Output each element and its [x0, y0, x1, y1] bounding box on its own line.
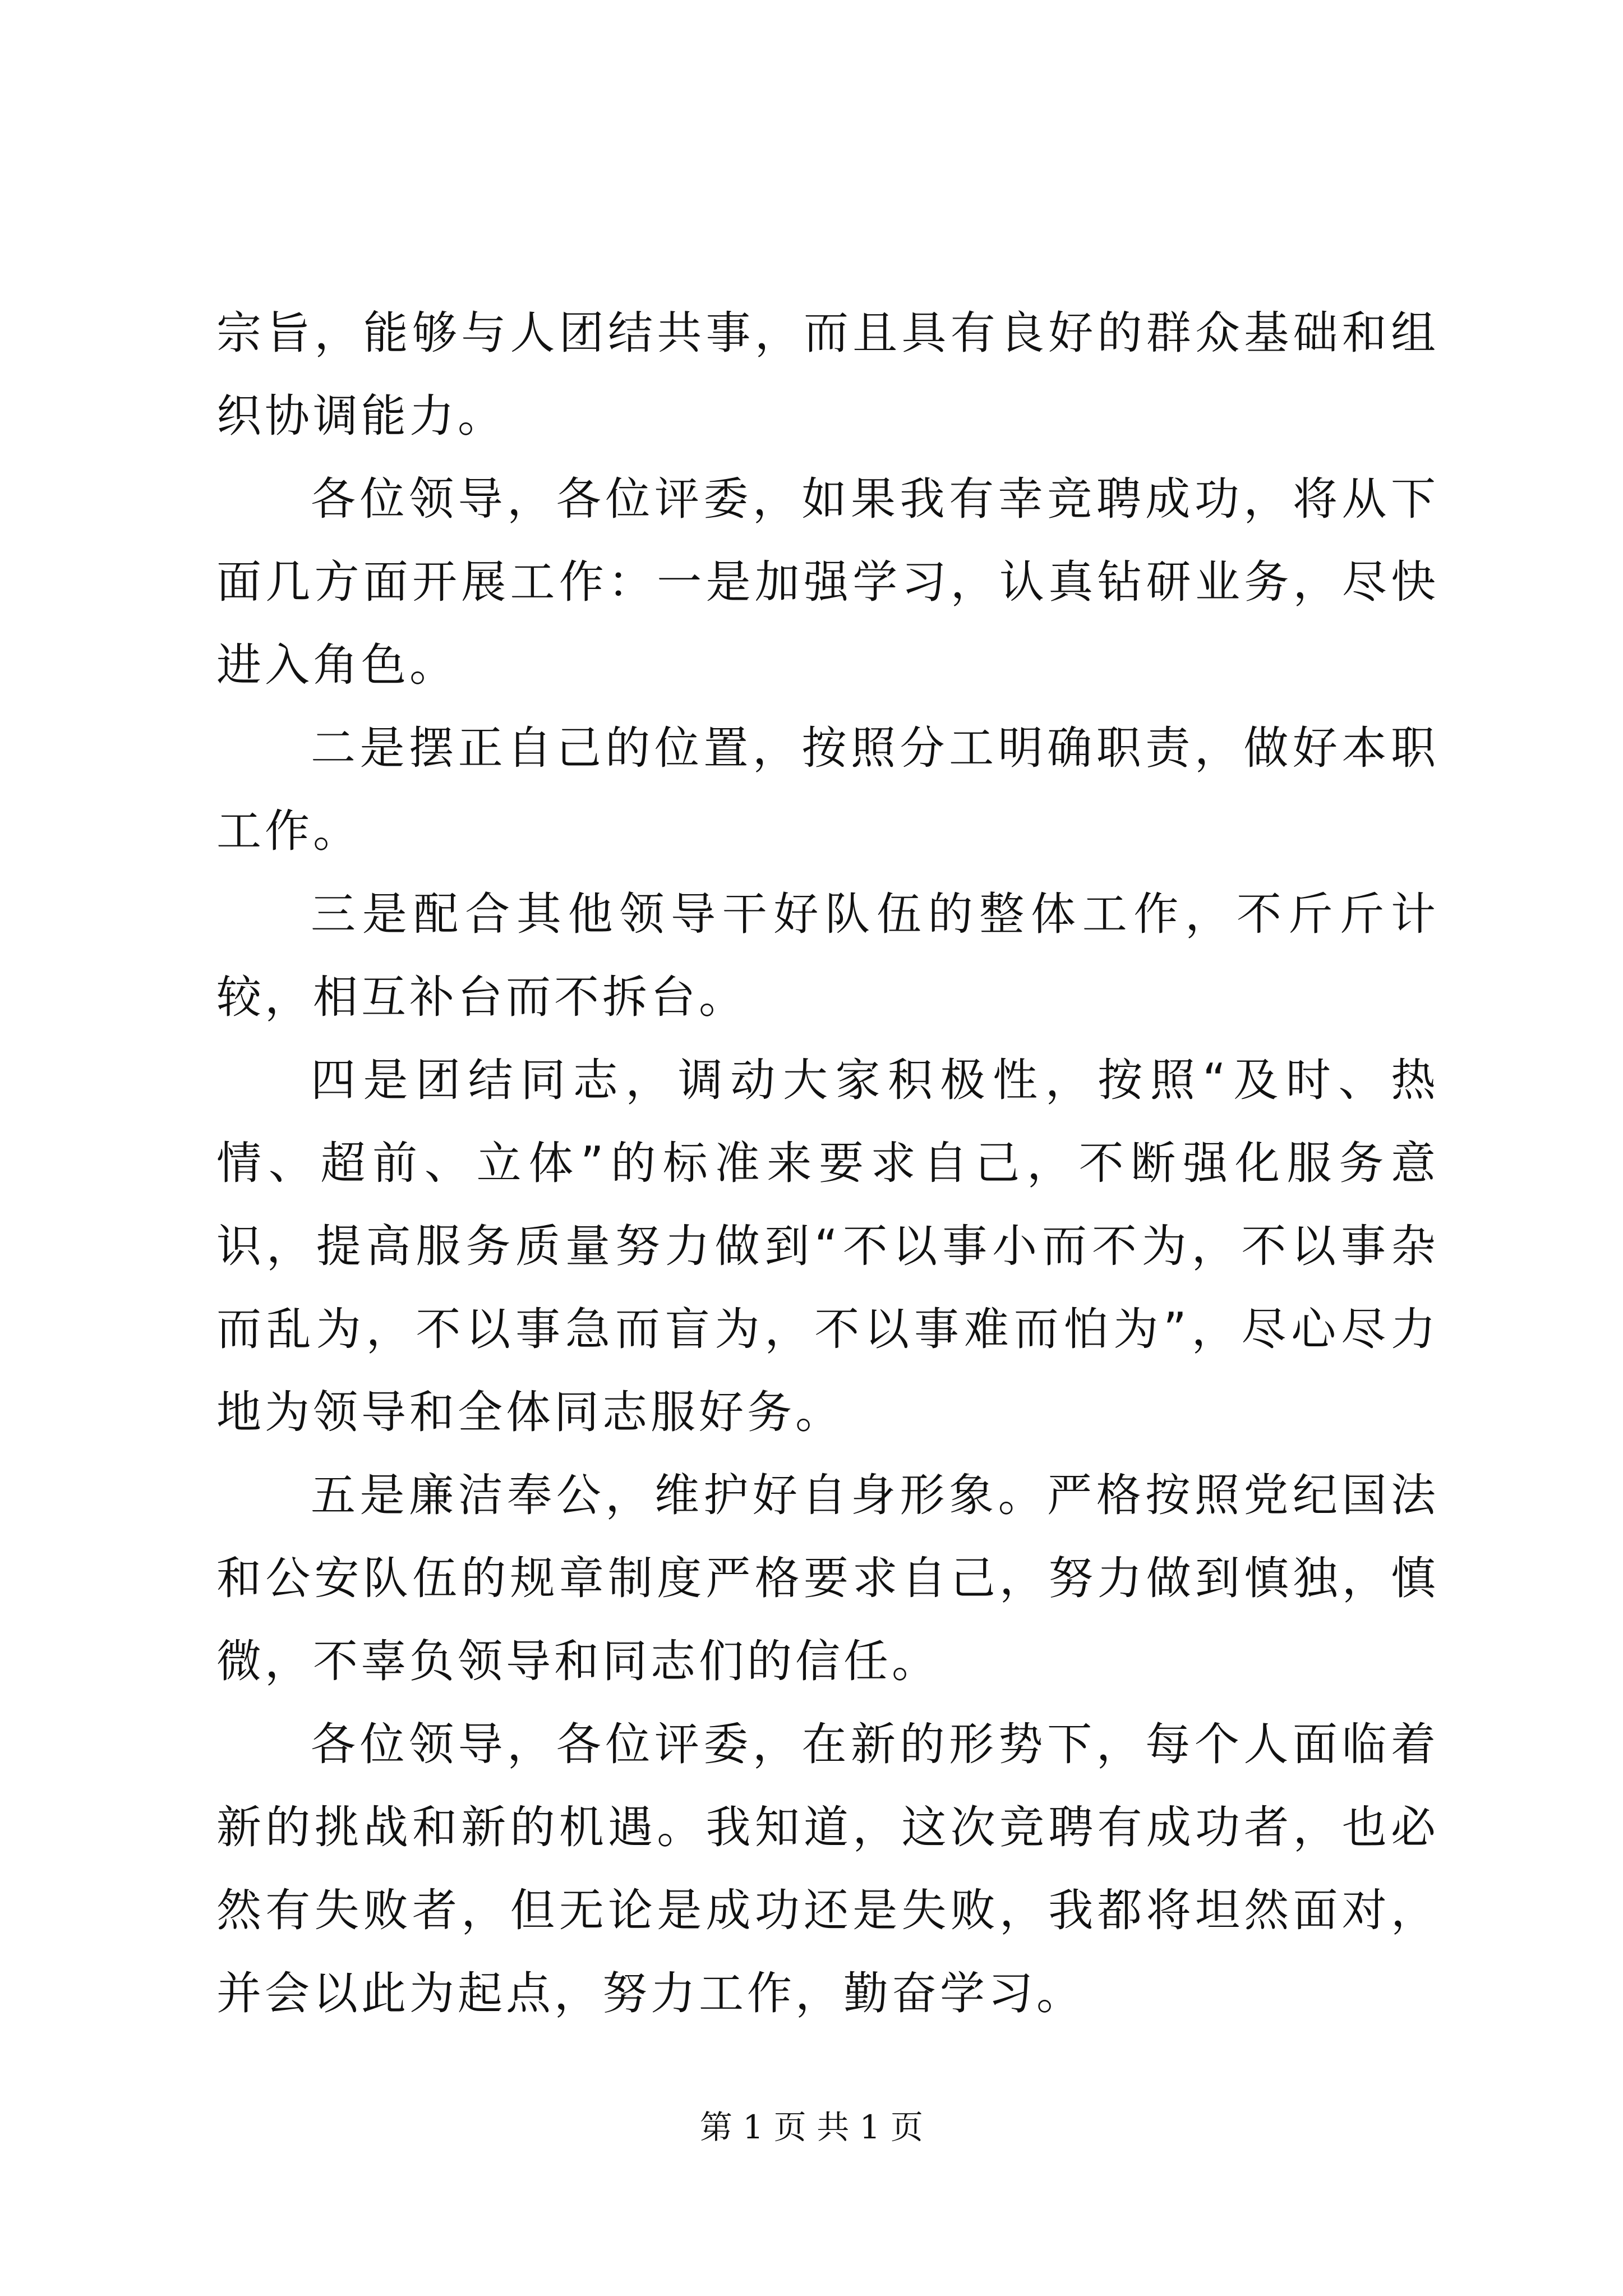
- document-body: [216, 292, 1439, 2035]
- paragraph-point-five: 五是廉洁奉公，维护好自身形象。严格按照党纪国法和公安队伍的规章制度严格要求自己，努力做到慎独，慎微，不辜负领导和同志们的信任。: [216, 1469, 1439, 1687]
- paragraph-point-two: 二是摆正自己的位置，按照分工明确职责，做好本职工作。: [216, 722, 1439, 857]
- paragraph-closing: 各位领导，各位评委，在新的形势下，每个人面临着新的挑战和新的机遇。我知道，这次竞聘有成功者，也必然有失败者，但无论是成功还是失败，我都将坦然面对，并会以此为起点，努力工作，勤奋学习。: [216, 1718, 1439, 2019]
- paragraph-point-three: 三是配合其他领导干好队伍的整体工作，不斤斤计较，相互补台而不拆台。: [216, 888, 1439, 1023]
- page-footer: 第 1 页 共 1 页: [700, 2108, 923, 2146]
- paragraph-continuation: 宗旨，能够与人团结共事，而且具有良好的群众基础和组织协调能力。: [216, 307, 1439, 442]
- paragraph-intro-plan: 各位领导，各位评委，如果我有幸竞聘成功，将从下面几方面开展工作：一是加强学习，认真钻研业务，尽快进入角色。: [216, 473, 1439, 691]
- paragraph-point-four: 四是团结同志，调动大家积极性，按照“及时、热情、超前、立体”的标准来要求自己，不断强化服务意识，提高服务质量努力做到“不以事小而不为，不以事杂而乱为，不以事急而盲为，不以事难而怕为”，尽心尽力地为领导和全体同志服好务。: [216, 1054, 1439, 1438]
